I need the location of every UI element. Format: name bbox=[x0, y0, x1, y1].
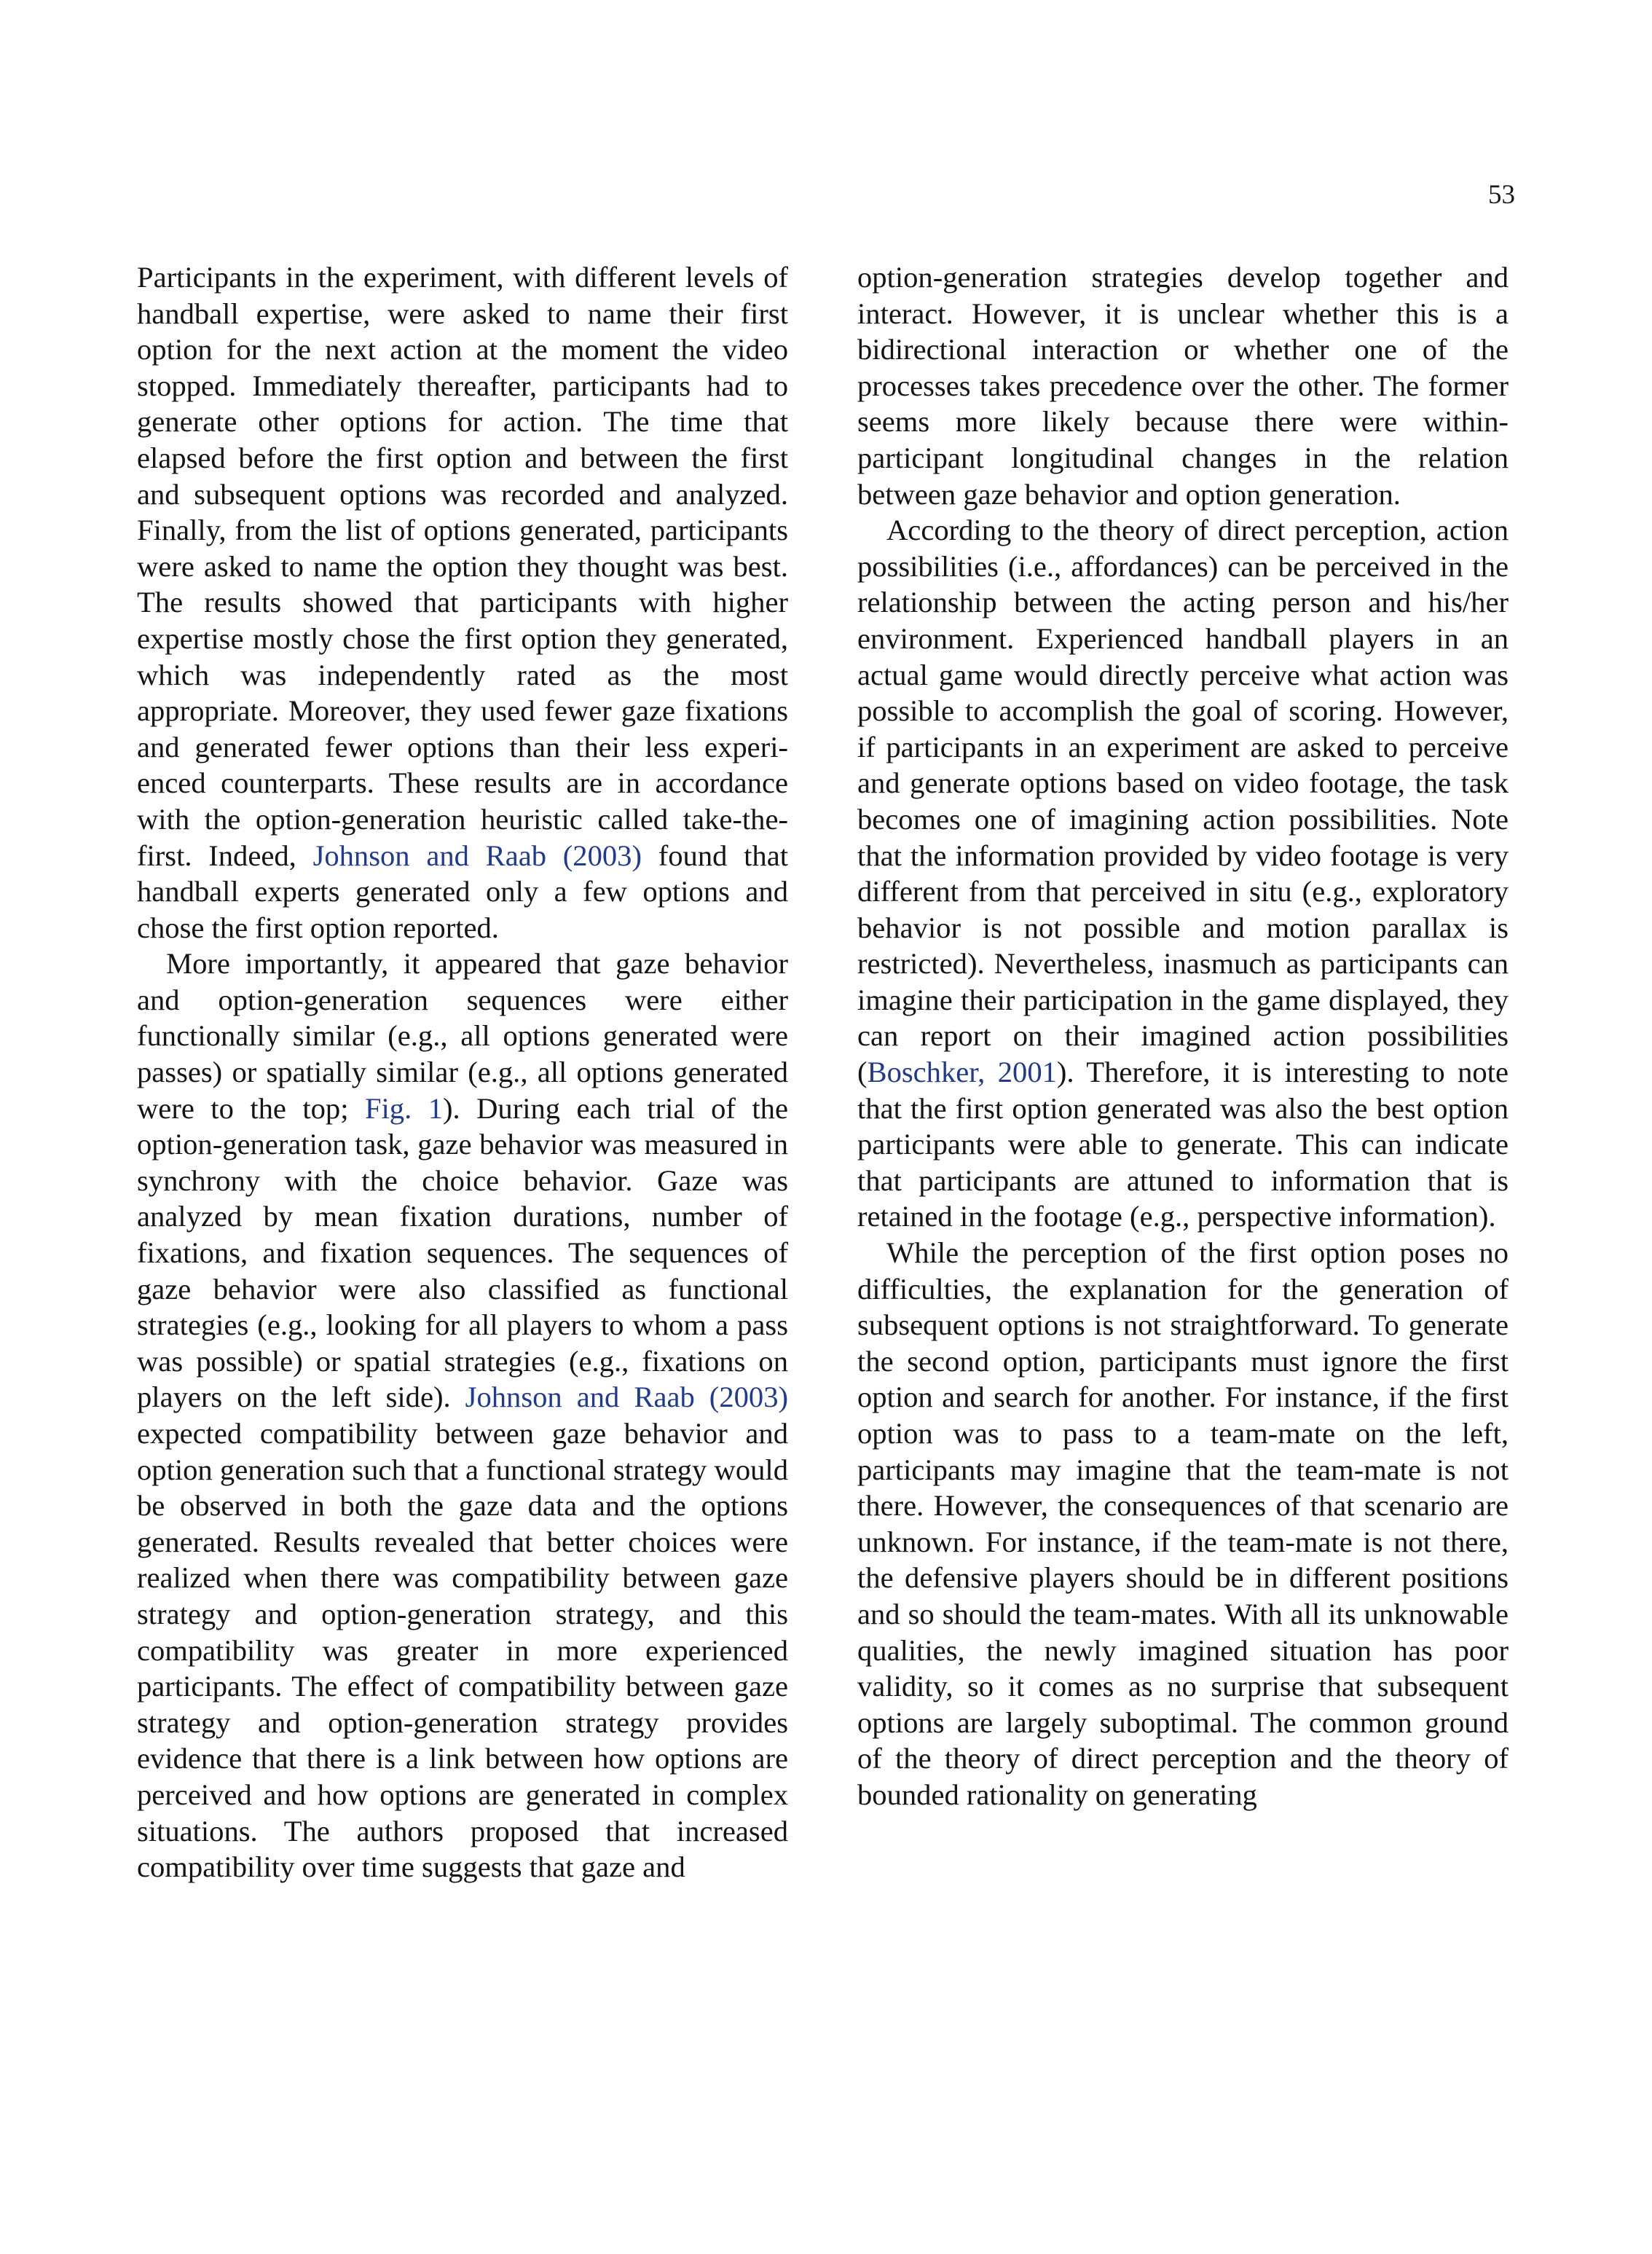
text-run: Participants in the experiment, with different levels of handball expertise, were asked to name their first option for the next action at the moment the video stopped. Immediately thereafter, participants had to generate other options for action. The time that elapsed before the first option and between the first and subsequent options was recorded and analyzed. Finally, from the list of options generated, participants were asked to name the option they thought was best. The results showed that participants with higher expertise mostly chose the first option they generated, which was independently rated as the most appropriate. Moreover, they used fewer gaze fixations and generated fewer options than their less experienced counterparts. These results are in accordance with the option-generation heuristic called take-the-first. Indeed, bbox=[137, 261, 788, 872]
citation-link[interactable]: Boschker, 2001 bbox=[867, 1056, 1057, 1089]
citation-link[interactable]: Johnson and Raab (2003) bbox=[312, 839, 642, 872]
text-run: expected compatibility between gaze behavior and option generation such that a functional strategy would be observed in both the gaze data and the options generated. Results revealed that better choices were realized when there was compatibility between gaze strategy and option-generation strategy, and this compatibility was greater in more experienced participants. The effect of compatibility between gaze strategy and option-generation strategy provides evidence that there is a link between how options are perceived and how options are generated in complex situations. The authors proposed that increased compatibility over time suggests that gaze and bbox=[137, 1417, 788, 1884]
citation-link[interactable]: Johnson and Raab (2003) bbox=[465, 1381, 788, 1414]
left-column bbox=[137, 259, 788, 1885]
text-run: ). During each trial of the option-generation task, gaze behavior was measured in synchrony with the choice behavior. Gaze was analyzed by mean fixation durations, number of fixations, and fixation sequences. The sequences of gaze behavior were also classified as functional strategies (e.g., looking for all players to whom a pass was possible) or spatial strategies (e.g., fixations on players on the left side). bbox=[137, 1091, 788, 1414]
paragraph bbox=[137, 259, 788, 946]
right-column bbox=[857, 259, 1509, 1813]
text-run: option-generation strategies develop together and interact. However, it is unclear whether this is a bidirectional interaction or whether one of the processes takes precedence over the other. The former seems more likely because there were within-participant longitudinal changes in the relation between gaze behavior and option generation. bbox=[857, 261, 1509, 511]
paragraph bbox=[137, 946, 788, 1885]
text-run: ). Therefore, it is interesting to note that the first option generated was also the best option participants were able to generate. This can indicate that participants are attuned to information that is retained in the footage (e.g., perspective information). bbox=[857, 1056, 1509, 1233]
paragraph bbox=[857, 1235, 1509, 1813]
text-run: More importantly, it appeared that gaze behavior and option-generation sequences were either functionally similar (e.g., all options generated were passes) or spatially similar (e.g., all options generated were to the top; bbox=[137, 947, 788, 1125]
figure-link[interactable]: Fig. 1 bbox=[364, 1091, 443, 1125]
paragraph bbox=[857, 259, 1509, 512]
paragraph bbox=[857, 512, 1509, 1235]
text-run: While the perception of the first option poses no difficulties, the explanation for the generation of subsequent options is not straightforward. To generate the second option, participants must ignore the first option and search for another. For instance, if the first option was to pass to a team-mate on the left, participants may imagine that the team-mate is not there. However, the consequences of that scenario are unknown. For instance, if the team-mate is not there, the defensive players should be in different positions and so should the team-mates. With all its unknowable qualities, the newly imagined situation has poor validity, so it comes as no surprise that subsequent options are largely suboptimal. The common ground of the theory of direct perception and the theory of bounded rationality on generating bbox=[857, 1236, 1509, 1811]
page-number: 53 bbox=[1488, 180, 1515, 210]
text-run: found that handball experts generated only a few options and chose the first option reported. bbox=[137, 839, 788, 944]
text-run: According to the theory of direct perception, action possibilities (i.e., affordances) can be perceived in the relationship between the acting person and his/her environment. Experienced handball players in an actual game would directly perceive what action was possible to accomplish the goal of scoring. However, if participants in an experiment are asked to perceive and generate options based on video footage, the task becomes one of imagining action possibilities. Note that the information provided by video footage is very different from that perceived in situ (e.g., exploratory behavior is not possible and motion parallax is restricted). Nevertheless, inasmuch as participants can imagine their participation in the game displayed, they can report on their imagined action possibilities ( bbox=[857, 514, 1509, 1089]
